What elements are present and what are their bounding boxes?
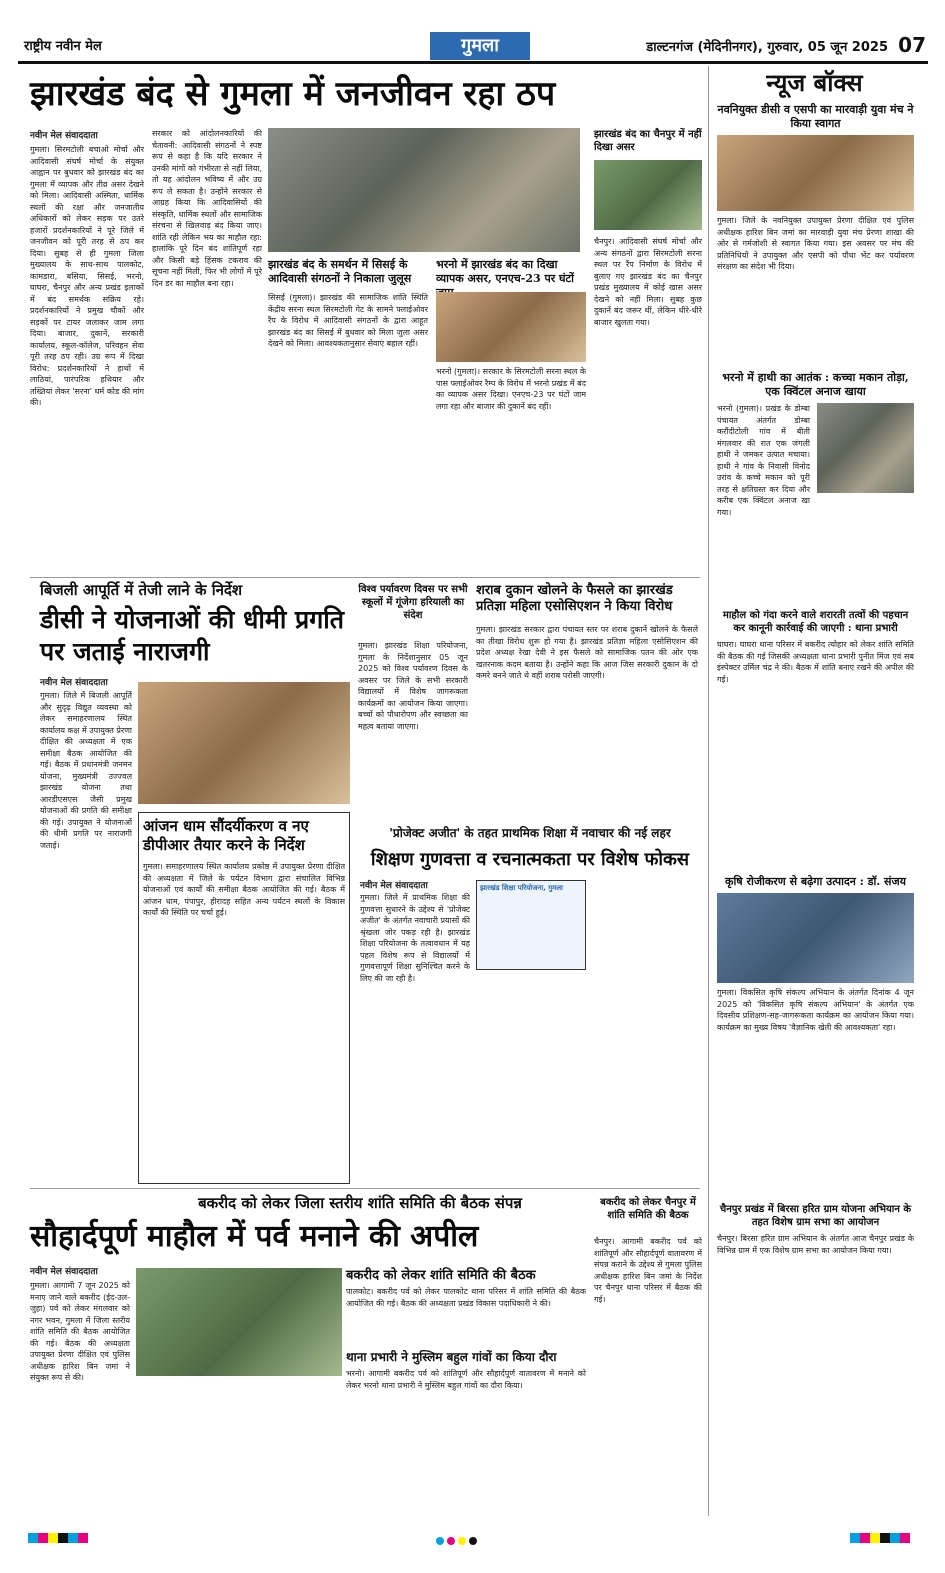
bakrid-kicker: बकरीद को लेकर जिला स्तरीय शांति समिति की बैठक संपन्न xyxy=(198,1194,522,1212)
bijli-byline: नवीन मेल संवाददाता xyxy=(40,678,108,688)
page-number: 07 xyxy=(898,33,926,57)
section-label: गुमला xyxy=(430,32,530,60)
newsbox-story2-body: भरनो (गुमला)। प्रखंड के डोम्बा पंचायत अंतर्गत डोम्बा करौंदीटोली गांव में बीती मंगलवार की रात एक जंगली हाथी ने जमकर उत्पात मचाया। हाथी ने गांव के निवासी विनोद उरांव के कच्चे मकान को पूरी तरह से क्षतिग्रस्त कर दिया और करीब एक क्विंटल अनाज खा गया। xyxy=(717,404,810,517)
shiksha-byline: नवीन मेल संवाददाता xyxy=(360,881,428,891)
main-headline: झारखंड बंद से गुमला में जनजीवन रहा ठप xyxy=(30,74,556,114)
bakrid-byline: नवीन मेल संवाददाता xyxy=(30,1267,98,1277)
news-box xyxy=(708,66,920,1516)
main-body-col1: गुमला। सिरमटोली बचाओ मोर्चा और आदिवासी संघर्ष मोर्चा के संयुक्त आह्वान पर बुधवार को झारखंड बंद का गुमला में व्यापक और तीव्र असर देखने को मिला। आदिवासी अस्मिता, धार्मिक स्थलों की रक्षा और जनजातीय अधिकारों को लेकर सड़क पर उतरे हजारों प्रदर्शनकारियों ने पूरे जिले में जनजीवन को पूरी तरह से ठप कर दिया। सुबह से ही गुमला जिला मुख्यालय के साथ-साथ पालकोट, कामडारा, बसिया, सिसई, भरनो, घाघरा, चैनपुर और अन्य प्रखंड इलाकों में बंद समर्थक सक्रिय रहे। प्रदर्शनकारियों ने प्रमुख चौकों और सड़कों पर टायर जलाकर जाम लगा दिया। बाजार, दुकानें, सरकारी कार्यालय, स्कूल-कॉलेज, परिवहन सेवा पूरी तरह ठप रही। उग्र रूप में दिखा विरोध: प्रदर्शनकारियों ने हाथों में लाठियां, पारंपरिक हथियार और तख्तियां लेकर 'सरना' धर्म कोड की मांग की। xyxy=(30,145,144,407)
bakrid-body: गुमला। आगामी 7 जून 2025 को मनाए जाने वाले बकरीद (ईद-उल-जुहा) पर्व को लेकर मंगलवार को नगर भवन, गुमला में जिला स्तरीय शांति समिति की बैठक आयोजित की गई। बैठक की अध्यक्षता उपायुक्त प्रेरणा दीक्षित एवं पुलिस अधीक्षक हारिश बिन जमां ने संयुक्त रूप से की। xyxy=(30,1281,130,1382)
shiksha-poster xyxy=(476,880,586,970)
bharno-story-body: भरनो (गुमला)। सरकार के सिरमटोली सरना स्थल के पास फ्लाईओवर रैम्प के विरोध में भरनो प्रखंड में बंद का व्यापक असर दिखा। एनएच-23 पर घंटों जाम लगा रहा और बाजार की दुकानें बंद रहीं। xyxy=(436,367,586,411)
newsbox-story3-title: माहौल को गंदा करने वाले शरारती तत्वों की पहचान कर कानूनी कार्रवाई की जाएगी : थाना प्रभारी xyxy=(722,610,909,634)
chainpur-bandh-body: चैनपुर। आदिवासी संघर्ष मोर्चा और अन्य संगठनों द्वारा सिरमटोली सरना स्थल पर रैंप निर्माण के विरोध में बुलाए गए झारखंड बंद का चैनपुर प्रखंड मुख्यालय में कोई खास असर देखने को नहीं मिला। सुबह कुछ दुकानें बंद जरूर थीं, लेकिन धीरे-धीरे बाजार खुलता गया। xyxy=(594,237,702,327)
shiksha-poster-label: झारखंड शिक्षा परियोजना, गुमला xyxy=(480,884,563,892)
bijli-kicker: बिजली आपूर्ति में तेजी लाने के निर्देश xyxy=(40,581,243,599)
main-byline: नवीन मेल संवाददाता xyxy=(30,131,98,141)
masthead xyxy=(18,30,928,64)
newsbox-story5-body: चैनपुर। बिरसा हरित ग्राम अभियान के अंतर्गत आज चैनपुर प्रखंड के विभिन्न ग्राम में एक विशेष ग्राम सभा का आयोजन किया गया। xyxy=(717,1234,914,1255)
anjan-box xyxy=(138,812,350,1184)
newsbox-story5-title: चैनपुर प्रखंड में बिरसा हरित ग्राम योजना अभियान के तहत विशेष ग्राम सभा का आयोजन xyxy=(719,1204,912,1228)
registration-dots xyxy=(436,1530,480,1549)
registration-marks-right xyxy=(850,1528,910,1547)
chainpur-bakrid-title: बकरीद को लेकर चैनपुर में शांति समिति की बैठक xyxy=(600,1197,696,1221)
krishi-program-photo xyxy=(717,893,914,983)
main-body-col2: सरकार को आंदोलनकारियों की चेतावनी: आदिवासी संगठनों ने स्पष्ट रूप से कहा है कि यदि सरकार ने उनकी मांगों को गंभीरता से नहीं लिया, तो यह आंदोलन भविष्य में और उग्र रूप ले सकता है। उन्होंने सरकार से आग्रह किया कि आदिवासियों की संस्कृति, धार्मिक स्थलों और सामाजिक संरचना से खिलवाड़ बंद किया जाए। शांति रही लेकिन भय का माहौल रहा: हालांकि पूरे दिन बंद शांतिपूर्ण रहा और किसी बड़े हिंसक टकराव की सूचना नहीं मिली, फिर भी लोगों में पूरे दिन डर का माहौल बना रहा। xyxy=(152,129,262,288)
sisai-story-body: सिसई (गुमला)। झारखंड की सामाजिक शांति स्थिति केंद्रीय सरना स्थल सिरमटोली गेट के सामने फ्लाईओवर रैंप के विरोध में आदिवासी संगठनों के द्वारा आहूत झारखंड बंद का सिसई में बुधवार को मिला जुला असर देखने को मिला। आवश्यकतानुसार सेवाएं बहाल रहीं। xyxy=(268,293,428,348)
chainpur-bandh-title: झारखंड बंद का चैनपुर में नहीं दिखा असर xyxy=(594,129,702,153)
bandh-protest-photo xyxy=(268,128,580,252)
divider xyxy=(30,577,700,578)
shiksha-headline: शिक्षण गुणवत्ता व रचनात्मकता पर विशेष फोकस xyxy=(370,849,690,870)
welcome-ceremony-photo xyxy=(717,135,914,211)
anjan-headline: आंजन धाम सौंदर्यीकरण व नए डीपीआर तैयार करने के निर्देश xyxy=(143,817,309,854)
paryavaran-title: विश्व पर्यावरण दिवस पर सभी स्कूलों में गूंजेगा हरियाली का संदेश xyxy=(358,584,468,621)
paryavaran-body: गुमला। झारखंड शिक्षा परियोजना, गुमला के निर्देशानुसार 05 जून 2025 को विश्व पर्यावरण दिवस के अवसर पर जिले के सभी सरकारी विद्यालयों में विशेष जागरूकता कार्यक्रमों का आयोजन किया जाएगा। बच्चों को पौधारोपण और स्वच्छता का महत्व बताया जाएगा। xyxy=(358,641,468,731)
shiksha-body: गुमला। जिले में प्राथमिक शिक्षा की गुणवत्ता सुधारने के उद्देश्य से 'प्रोजेक्ट अजीत' के अंतर्गत नवाचारी प्रयासों की श्रृंखला जोर पकड़ रही है। झारखंड शिक्षा परियोजना के तत्वावधान में यह पहल विशेष रूप से विद्यालयों में गुणवत्तापूर्ण शिक्षा सुनिश्चित करने के लिए की जा रही है। xyxy=(360,893,470,983)
sharab-body: गुमला। झारखंड सरकार द्वारा पंचायत स्तर पर शराब दुकानें खोलने के फैसले का तीखा विरोध शुरू हो गया है। झारखंड प्रतिज्ञा महिला एसोसिएशन की प्रदेश अध्यक्ष रेखा देवी ने इस फैसले को सामाजिक पतन की ओर एक खतरनाक कदम बताया है। उन्होंने कहा कि आज जिस सरकारी दुकान के दो कमरे बनने जाते थे वहीं शराब परोसी जाएगी। xyxy=(476,625,698,680)
newsbox-story2-title: भरनो में हाथी का आतंक : कच्चा मकान तोड़ा, एक क्विंटल अनाज खाया xyxy=(722,371,909,398)
chainpur-market-photo xyxy=(594,160,702,230)
registration-marks-left xyxy=(28,1528,88,1547)
bijli-headline: डीसी ने योजनाओं की धीमी प्रगति पर जताई नाराजगी xyxy=(40,605,345,666)
peace-committee-photo xyxy=(136,1268,342,1376)
newsbox-story3-body: घाघरा। घाघरा थाना परिसर में बकरीद त्योहार को लेकर शांति समिति की बैठक की गई जिसकी अध्यक्षता थाना प्रभारी पुनीत मिंज एवं सब इंस्पेक्टर उर्मिल चंद्र ने की। बैठक में शांति बनाए रखने की अपील की गई। xyxy=(717,640,914,684)
sharab-headline: शराब दुकान खोलने के फैसले का झारखंड प्रतिज्ञा महिला एसोसिएशन ने किया विरोध xyxy=(476,583,673,614)
paper-name: राष्ट्रीय नवीन मेल xyxy=(24,39,102,54)
bijli-body: गुमला। जिले में बिजली आपूर्ति और सुदृढ़ विद्युत व्यवस्था को लेकर समाहरणालय स्थित कार्यालय कक्ष में उपायुक्त प्रेरणा दीक्षित की अध्यक्षता में एक समीक्षा बैठक आयोजित की गई। बैठक में प्रधानमंत्री जनमन योजना, मुख्यमंत्री उज्ज्वल झारखंड योजना तथा आरडीएसएस जैसी प्रमुख योजनाओं की प्रगति की समीक्षा की गई। उपायुक्त ने योजनाओं की धीमी प्रगति पर नाराजगी जताई। xyxy=(40,691,132,850)
newsbox-story4-title: कृषि रोजीकरण से बढ़ेगा उत्पादन : डॉ. संजय xyxy=(725,875,906,888)
bakrid-sub2-title: थाना प्रभारी ने मुस्लिम बहुल गांवों का किया दौरा xyxy=(346,1350,557,1364)
anjan-body: गुमला। समाहरणालय स्थित कार्यालय प्रकोष्ठ में उपायुक्त प्रेरणा दीक्षित की अध्यक्षता में जिले के पर्यटन विभाग द्वारा संचालित विभिन्न योजनाओं एवं कार्यों की समीक्षा बैठक आयोजित की गई। बैठक में आंजन धाम, पंपापुर, हीरादह सहित अन्य पर्यटन स्थलों के विकास कार्यों की स्थिति पर चर्चा हुई। xyxy=(143,862,345,917)
shiksha-kicker: 'प्रोजेक्ट अजीत' के तहत प्राथमिक शिक्षा में नवाचार की नई लहर xyxy=(389,826,671,840)
divider xyxy=(30,1188,700,1189)
bharno-protest-photo xyxy=(436,292,586,362)
newsbox-story4-body: गुमला। विकसित कृषि संकल्प अभियान के अंतर्गत दिनांक 4 जून 2025 को 'विकसित कृषि संकल्प अभियान' के अंतर्गत एक दिवसीय प्रशिक्षण-सह-जागरूकता कार्यक्रम का आयोजन किया गया। कार्यक्रम का मुख्य विषय 'वैज्ञानिक खेती की आवश्यकता' रहा। xyxy=(717,988,914,1032)
bakrid-sub-title: बकरीद को लेकर शांति समिति की बैठक xyxy=(346,1268,536,1283)
bakrid-sub2-body: भरनो। आगामी बकरीद पर्व को शांतिपूर्ण और सौहार्दपूर्ण वातावरण में मनाने को लेकर भरनो थाना प्रभारी ने मुस्लिम बहुल गांवों का दौरा किया। xyxy=(346,1369,586,1390)
newsbox-story1-body: गुमला। जिले के नवनियुक्त उपायुक्त प्रेरणा दीक्षित एवं पुलिस अधीक्षक हारिश बिन जमां का मारवाड़ी युवा मंच प्रेरणा शाखा की ओर से गर्मजोशी से स्वागत किया गया। इस अवसर पर मंच की प्रतिनिधियों ने उपायुक्त और एसपी को पौधा भेंट कर पर्यावरण संरक्षण का संदेश भी दिया। xyxy=(717,216,914,271)
newsbox-story1-title: नवनियुक्त डीसी व एसपी का मारवाड़ी युवा मंच ने किया स्वागत xyxy=(717,103,914,130)
chainpur-bakrid-body: चैनपुर। आगामी बकरीद पर्व को शांतिपूर्ण और सौहार्दपूर्ण वातावरण में संपन्न कराने के उद्देश्य से गुमला पुलिस अधीक्षक हारिश बिन जमां के निर्देश पर चैनपुर थाना परिसर में बैठक की गई। xyxy=(594,1237,702,1304)
news-box-title: न्यूज बॉक्स xyxy=(766,68,863,97)
dc-meeting-photo xyxy=(138,682,350,804)
elephant-damage-photo xyxy=(817,403,914,493)
bakrid-headline: सौहार्दपूर्ण माहौल में पर्व मनाने की अपील xyxy=(30,1219,479,1254)
sisai-story-title: झारखंड बंद के समर्थन में सिसई के आदिवासी संगठनों ने निकाला जुलूस xyxy=(268,258,412,285)
dateline: डाल्टनगंज (मेदिनीनगर), गुरुवार, 05 जून 2025 xyxy=(646,40,888,55)
bharno-story-title: भरनो में झारखंड बंद का दिखा व्यापक असर, एनएच-23 पर घंटों xyxy=(436,258,574,285)
bakrid-sub-body: पालकोट। बकरीद पर्व को लेकर पालकोट थाना परिसर में शांति समिति की बैठक आयोजित की गई। बैठक की अध्यक्षता प्रखंड विकास पदाधिकारी ने की। xyxy=(346,1287,586,1308)
